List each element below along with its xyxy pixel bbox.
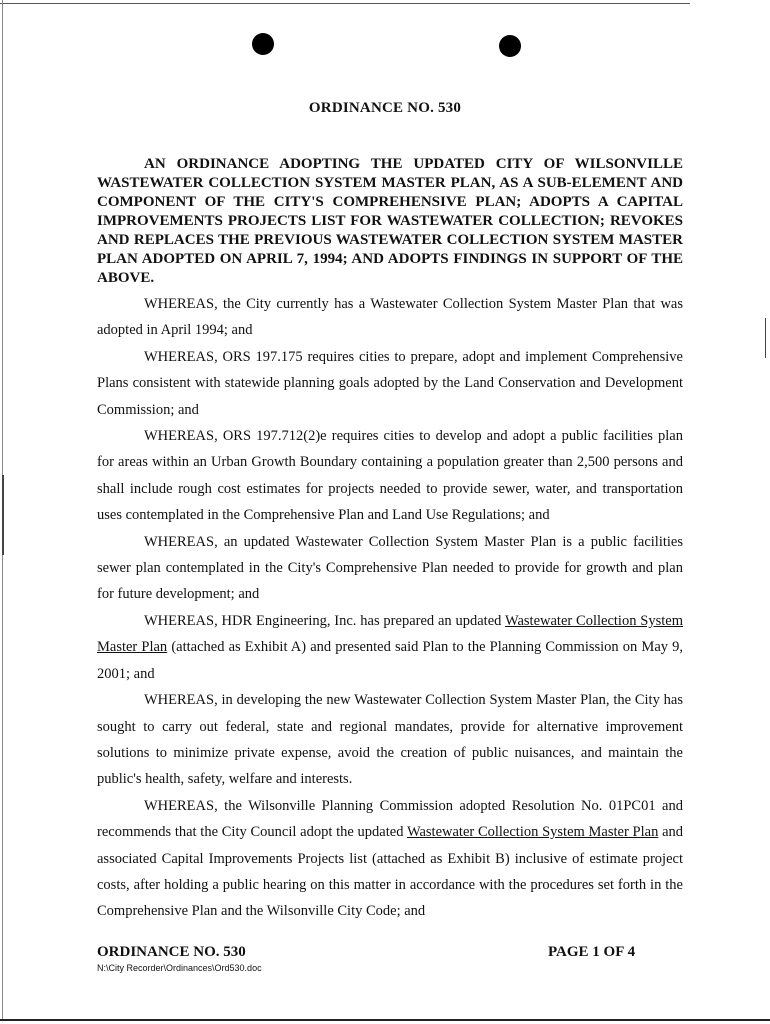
whereas-paragraph-6: WHEREAS, in developing the new Wastewater Collection System Master Plan, the City has sought to carry out federal, state and regional mandates, provide for alternative improvement solutions to minimize private expense, avoid the creation of public nuisances, and maintain the public's health, safety, welfare and interests. xyxy=(97,692,683,788)
punch-hole-left xyxy=(252,33,274,55)
ordinance-heading: AN ORDINANCE ADOPTING THE UPDATED CITY OF WILSONVILLE WASTEWATER COLLECTION SYSTEM MASTER PLAN, AS A SUB-ELEMENT AND COMPONENT OF THE CITY'S COMPREHENSIVE PLAN; ADOPTS A CAPITAL IMPROVEMENTS PROJECTS LIST FOR WASTEWATER COLLECTION; REVOKES AND REPLACES THE PREVIOUS WASTEWATER COLLECTION SYSTEM MASTER PLAN ADOPTED ON APRIL 7, 1994; AND ADOPTS FINDINGS IN SUPPORT OF THE ABOVE. xyxy=(97,156,683,286)
footer-file-path: N:\City Recorder\Ordinances\Ord530.doc xyxy=(97,963,262,973)
paragraph-text: WHEREAS, HDR Engineering, Inc. has prepared an updated xyxy=(144,612,505,629)
paragraph-text: and associated Capital Improvements Projects list (attached as Exhibit B) inclusive of estimate project costs, after holding a public hearing on this matter in accordance with the procedures set forth in the Comprehensive Plan and the Wilsonville City Code; and xyxy=(97,824,684,920)
whereas-paragraph-2: WHEREAS, ORS 197.175 requires cities to prepare, adopt and implement Comprehensive Plans consistent with statewide planning goals adopted by the Land Conservation and Development Commission; and xyxy=(97,348,683,418)
ordinance-title: ORDINANCE NO. 530 xyxy=(308,100,462,116)
document-body xyxy=(97,291,683,925)
footer-ordinance-number: ORDINANCE NO. 530 xyxy=(97,944,246,960)
scan-mark-right xyxy=(765,318,766,358)
footer-page-number: PAGE 1 OF 4 xyxy=(548,944,636,960)
plan-title-underlined: Wastewater Collection System Master Plan xyxy=(406,824,659,841)
paragraph-text: WHEREAS, the Wilsonville Planning Commission adopted Resolution No. 01PC01 and recommends that the City Council adopt the updated xyxy=(97,797,683,841)
scan-edge-top xyxy=(0,3,690,4)
punch-hole-right xyxy=(499,35,521,57)
whereas-paragraph-5 xyxy=(97,608,683,687)
whereas-paragraph-7 xyxy=(97,793,683,925)
whereas-paragraph-1: WHEREAS, the City currently has a Wastewater Collection System Master Plan that was adopted in April 1994; and xyxy=(97,296,683,339)
scan-edge-bottom xyxy=(0,1019,770,1021)
whereas-paragraph-4: WHEREAS, an updated Wastewater Collection System Master Plan is a public facilities sewer plan contemplated in the City's Comprehensive Plan needed to provide for growth and plan for future development; and xyxy=(97,533,683,603)
plan-title-underlined: Wastewater Collection System Master Plan xyxy=(97,612,683,656)
whereas-paragraph-3: WHEREAS, ORS 197.712(2)e requires cities to develop and adopt a public facilities plan for areas within an Urban Growth Boundary containing a population greater than 2,500 persons and shall include rough cost estimates for projects needed to provide sewer, water, and transportation uses contemplated in the Comprehensive Plan and Land Use Regulations; and xyxy=(97,428,683,524)
paragraph-text: (attached as Exhibit A) and presented said Plan to the Planning Commission on May 9, 2001; and xyxy=(97,639,684,682)
scan-mark-left xyxy=(2,475,4,555)
